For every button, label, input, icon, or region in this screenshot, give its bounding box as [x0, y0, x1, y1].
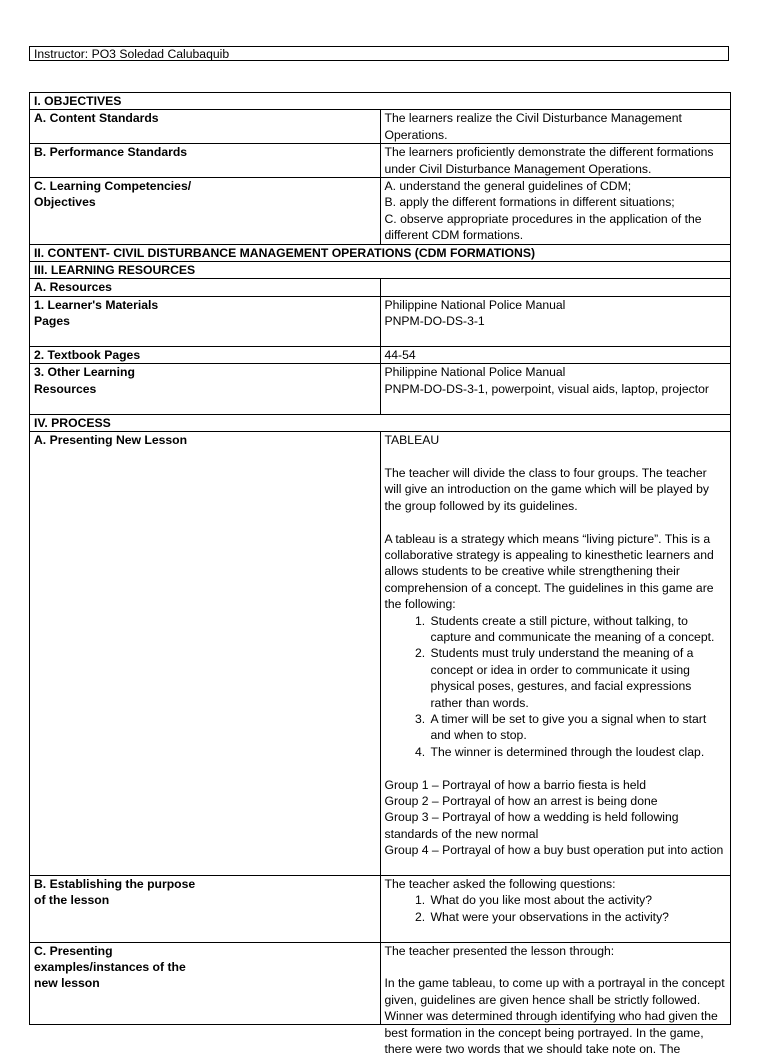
resources-subheading-empty — [380, 279, 731, 296]
other-resources-text — [380, 364, 731, 414]
guidelines-list — [385, 613, 727, 761]
instructor-name: Instructor: PO3 Soledad Calubaquib — [34, 47, 230, 61]
competencies-text — [380, 178, 731, 245]
presenting-lesson-label: A. Presenting New Lesson — [30, 432, 381, 876]
tableau-title: TABLEAU — [384, 433, 440, 448]
content-standards-label: A. Content Standards — [30, 110, 381, 144]
question-item: 2. What were your observations in the activity? — [429, 909, 727, 925]
guideline-item: 2. Students must truly understand the meaning of a concept or idea in order to communicate it using physical poses, gestures, and facial expressions rather than words. — [429, 645, 727, 711]
purpose-label-line1: B. Establishing the purpose — [34, 877, 196, 891]
performance-standards-text: The learners proficiently demonstrate the different formations under Civil Disturbance Management Operations. — [380, 144, 731, 178]
content-heading: II. CONTENT- CIVIL DISTURBANCE MANAGEMENT OPERATIONS (CDM FORMATIONS) — [30, 244, 731, 261]
other-resources-label-line1: 3. Other Learning — [34, 365, 135, 380]
examples-label — [30, 942, 381, 1024]
learners-materials-text — [380, 296, 731, 346]
resources-subheading: A. Resources — [30, 279, 381, 296]
performance-standards-label: B. Performance Standards — [30, 144, 381, 178]
presenting-lesson-text — [380, 432, 731, 876]
other-resources-row — [30, 364, 731, 414]
learners-materials-row — [30, 296, 731, 346]
group-item: Group 1 – Portrayal of how a barrio fiesta is held — [384, 777, 646, 792]
competencies-label-line2: Objectives — [34, 195, 96, 210]
other-resources-label — [30, 364, 381, 414]
performance-standards-row — [30, 144, 731, 178]
competencies-label-line1: C. Learning Competencies/ — [34, 179, 192, 194]
process-heading: IV. PROCESS — [30, 414, 731, 431]
learners-materials-line2: PNPM-DO-DS-3-1 — [384, 314, 485, 329]
content-standards-text: The learners realize the Civil Disturbance Management Operations. — [380, 110, 731, 144]
other-resources-label-line2: Resources — [34, 381, 97, 396]
learners-materials-label-line2: Pages — [34, 314, 70, 329]
process-heading-row — [30, 414, 731, 431]
guideline-item: 4. The winner is determined through the loudest clap. — [429, 744, 727, 760]
examples-text — [380, 942, 731, 1057]
examples-intro: The teacher presented the lesson through: — [384, 943, 615, 958]
learners-materials-label — [30, 296, 381, 346]
textbook-label: 2. Textbook Pages — [30, 347, 381, 364]
purpose-row — [30, 876, 731, 943]
textbook-text: 44-54 — [380, 347, 731, 364]
tableau-para1: The teacher will divide the class to four groups. The teacher will give an introduction on the game which will be played by the group followed by its guidelines. — [384, 465, 710, 513]
content-standards-row — [30, 110, 731, 144]
purpose-label-line2: of the lesson — [34, 893, 110, 908]
lesson-plan-table — [29, 92, 731, 1057]
guideline-item: 3. A timer will be set to give you a signal when to start and when to stop. — [429, 711, 727, 744]
textbook-row — [30, 347, 731, 364]
objectives-heading: I. OBJECTIVES — [30, 93, 731, 110]
resources-heading: III. LEARNING RESOURCES — [30, 262, 731, 279]
group-item: Group 4 – Portrayal of how a buy bust operation put into action — [384, 843, 724, 858]
competency-item: B. apply the different formations in different situations; — [384, 195, 675, 210]
competencies-label — [30, 178, 381, 245]
competency-item: A. understand the general guidelines of CDM; — [384, 179, 632, 194]
examples-label-line2: examples/instances of the — [34, 960, 186, 975]
instructor-box — [29, 46, 729, 61]
purpose-text — [380, 876, 731, 943]
examples-label-line1: C. Presenting — [34, 943, 113, 958]
resources-subheading-row — [30, 279, 731, 296]
examples-para: In the game tableau, to come up with a portrayal in the concept given, guidelines are given hence shall be strictly followed. Winner was determined through identifying who had given the best formation in the concept being portrayed. In the game, there were two words that we should take note on. The — [384, 976, 725, 1057]
competencies-row — [30, 178, 731, 245]
learners-materials-label-line1: 1. Learner's Materials — [34, 297, 159, 312]
presenting-lesson-row — [30, 432, 731, 876]
learners-materials-line1: Philippine National Police Manual — [384, 297, 566, 312]
purpose-intro: The teacher asked the following questions: — [384, 877, 616, 891]
guideline-item: 1. Students create a still picture, without talking, to capture and communicate the meaning of a concept. — [429, 613, 727, 646]
resources-heading-row — [30, 262, 731, 279]
objectives-heading-row — [30, 93, 731, 110]
group-item: Group 3 – Portrayal of how a wedding is held following standards of the new normal — [384, 810, 679, 841]
tableau-para2: A tableau is a strategy which means “living picture”. This is a collaborative strategy is appealing to kinesthetic learners and allows students to be creative while strengthening their comprehension of a concept. The guidelines in this game are the following: — [384, 531, 714, 612]
group-item: Group 2 – Portrayal of how an arrest is being done — [384, 793, 658, 808]
purpose-label — [30, 876, 381, 943]
other-resources-line2: PNPM-DO-DS-3-1, powerpoint, visual aids, laptop, projector — [384, 381, 709, 396]
other-resources-line1: Philippine National Police Manual — [384, 365, 566, 380]
examples-label-line3: new lesson — [34, 976, 100, 991]
content-heading-row — [30, 244, 731, 261]
competency-item: C. observe appropriate procedures in the application of the different CDM formations. — [384, 211, 702, 243]
questions-list — [385, 892, 727, 925]
examples-row — [30, 942, 731, 1024]
question-item: 1. What do you like most about the activity? — [429, 892, 727, 908]
